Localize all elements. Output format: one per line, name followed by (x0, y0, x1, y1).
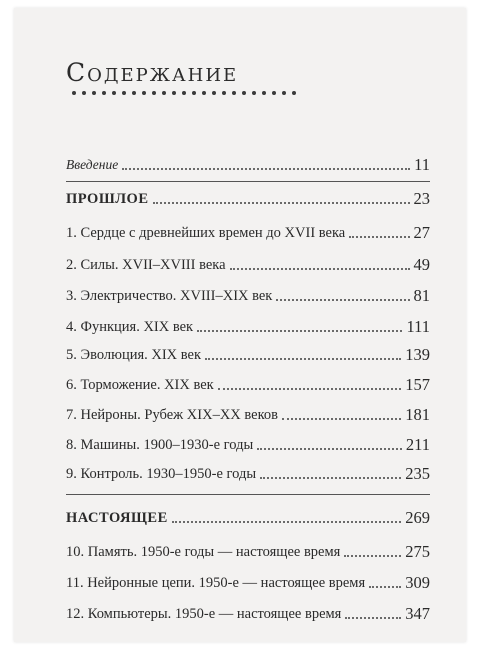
toc-entry-label: 4. Функция. XIX век (66, 319, 194, 335)
toc-entry-page: 139 (405, 345, 430, 364)
dot-leader (282, 418, 401, 420)
toc-entry[interactable] (66, 346, 430, 364)
dot-leader (153, 202, 410, 204)
toc-entry-page: 269 (405, 508, 430, 527)
toc-entry[interactable] (66, 574, 430, 592)
toc-section-label: ПРОШЛОЕ (66, 191, 149, 207)
toc-entry-page: 181 (405, 405, 430, 424)
dot-leader (276, 299, 409, 301)
dot-leader (172, 521, 401, 523)
dot-leader (122, 168, 410, 170)
toc-entry-label: 5. Эволюция. XIX век (66, 347, 202, 363)
toc-entry[interactable] (66, 436, 430, 454)
toc-entry-page: 157 (405, 375, 430, 394)
dot-leader (260, 477, 401, 479)
toc-entry-intro[interactable] (66, 156, 430, 174)
toc-section-past[interactable] (66, 190, 430, 208)
toc-entry-label: 10. Память. 1950-е годы — настоящее время (66, 544, 341, 560)
toc-entry-label: 9. Контроль. 1930–1950-е годы (66, 466, 257, 482)
toc-entry-label: 12. Компьютеры. 1950-е — настоящее время (66, 606, 342, 622)
dot-leader (197, 330, 402, 332)
toc-section-present[interactable] (66, 509, 430, 527)
toc-entry-page: 275 (405, 542, 430, 561)
toc-entry-page: 81 (413, 286, 430, 305)
dot-leader (218, 388, 402, 390)
separator-line (66, 181, 430, 182)
toc-entry[interactable] (66, 465, 430, 483)
dot-leader (344, 555, 401, 557)
title-ornament (72, 91, 296, 95)
dot-leader (205, 358, 401, 360)
toc-entry-label: 6. Торможение. XIX век (66, 377, 214, 393)
toc-entry[interactable] (66, 605, 430, 623)
toc-entry-page: 23 (413, 189, 430, 208)
toc-entry-page: 49 (413, 255, 430, 274)
page-title: Содержание (66, 58, 239, 87)
toc-entry[interactable] (66, 376, 430, 394)
toc-entry-page: 211 (405, 435, 430, 454)
toc-entry[interactable] (66, 256, 430, 274)
toc-entry[interactable] (66, 287, 430, 305)
dot-leader (230, 268, 410, 270)
separator-line (66, 494, 430, 495)
dot-leader (349, 236, 409, 238)
toc-entry-page: 347 (405, 604, 430, 623)
toc-entry[interactable] (66, 406, 430, 424)
toc-entry-page: 11 (414, 155, 430, 174)
toc-entry-label: 8. Машины. 1900–1930-е годы (66, 437, 254, 453)
dot-leader (257, 448, 402, 450)
toc-entry-label: 7. Нейроны. Рубеж XIX–XX веков (66, 407, 278, 423)
toc-entry-page: 27 (413, 223, 430, 242)
toc-entry-label: 2. Силы. XVII–XVIII века (66, 257, 226, 273)
toc-entry-label: 1. Сердце с древнейших времен до XVII века (66, 225, 346, 241)
toc-entry[interactable] (66, 224, 430, 242)
dot-leader (369, 586, 401, 588)
toc-entry-label: 11. Нейронные цепи. 1950-е — настоящее время (66, 575, 366, 591)
toc-entry-page: 309 (405, 573, 430, 592)
toc-entry-label: 3. Электричество. XVIII–XIX век (66, 288, 273, 304)
toc-entry[interactable] (66, 318, 430, 336)
toc-entry-page: 111 (406, 317, 430, 336)
toc-entry-page: 235 (405, 464, 430, 483)
toc-entry[interactable] (66, 543, 430, 561)
dot-leader (345, 617, 401, 619)
toc-entry-label: Введение (66, 157, 119, 172)
toc-section-label: НАСТОЯЩЕЕ (66, 510, 168, 526)
